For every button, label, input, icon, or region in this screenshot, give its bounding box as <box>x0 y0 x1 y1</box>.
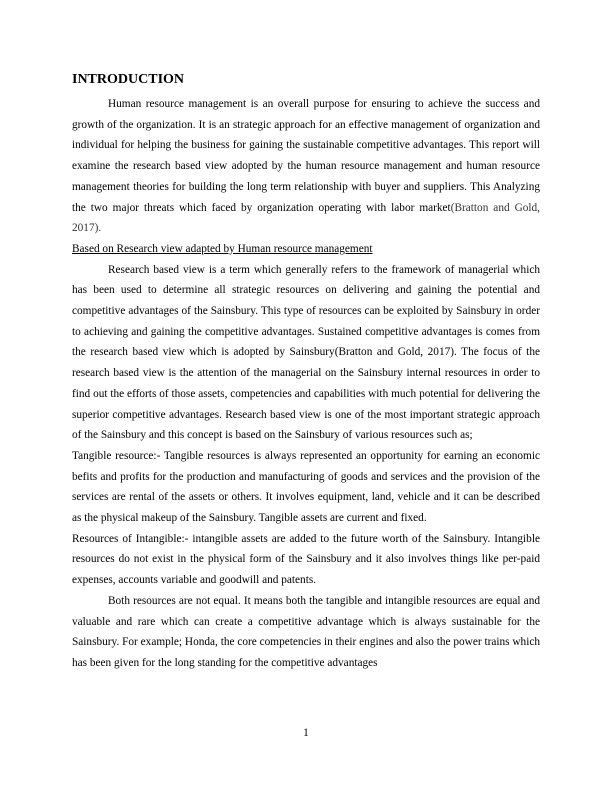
intangible-paragraph: Resources of Intangible:- intangible assets are added to the future worth of the Sainsbury. Intangible resources do not exist in the physical form of the Sainsbury and it also involves things like per-paid expenses, accounts variable and goodwill and patents. <box>72 532 540 587</box>
subheading: Based on Research view adapted by Human resource management <box>72 242 373 255</box>
both-resources-paragraph: Both resources are not equal. It means both the tangible and intangible resources are equal and valuable and rare which can create a competitive advantage which is always sustainable for the Sainsbury. For example; Honda, the core competencies in their engines and also the power trains which has been given for the long standing for the competitive advantages <box>72 594 540 669</box>
research-paragraph: Research based view is a term which generally refers to the framework of managerial which has been used to determine all strategic resources on delivering and gaining the potential and competitive advantages of the Sainsbury. This type of resources can be exploited by Sainsbury in order to achieving and gaining the competitive advantages. Sustained competitive advantages is comes from the research based view which is adopted by Sainsbury(Bratton and Gold, 2017). The focus of the research based view is the attention of the managerial on the Sainsbury internal resources in order to find out the efforts of those assets, competencies and capabilities with much potential for delivering the superior competitive advantages. Research based view is one of the most important strategic approach of the Sainsbury and this concept is based on the Sainsbury of various resources such as; <box>72 263 540 442</box>
intro-citation: (Bratton and Gold, 2017). <box>72 201 540 235</box>
intro-text: Human resource management is an overall purpose for ensuring to achieve the success and growth of the organization. It is an strategic approach for an effective management of organization and individual for helping the business for gaining the sustainable competitive advantages. This report will examine the research based view adopted by the human resource management and human resource management theories for building the long term relationship with buyer and suppliers. This Analyzing the two major threats which faced by organization operating with labor market <box>72 98 540 214</box>
page-number: 1 <box>303 727 309 739</box>
intro-paragraph <box>72 94 540 239</box>
section-heading: INTRODUCTION <box>72 72 185 87</box>
body-text <box>72 94 540 674</box>
tangible-paragraph: Tangible resource:- Tangible resources is always represented an opportunity for earning an economic befits and profits for the production and manufacturing of goods and services and the provision of the services are rental of the assets or others. It involves equipment, land, vehicle and it can be described as the physical makeup of the Sainsbury. Tangible assets are current and fixed. <box>72 449 540 525</box>
